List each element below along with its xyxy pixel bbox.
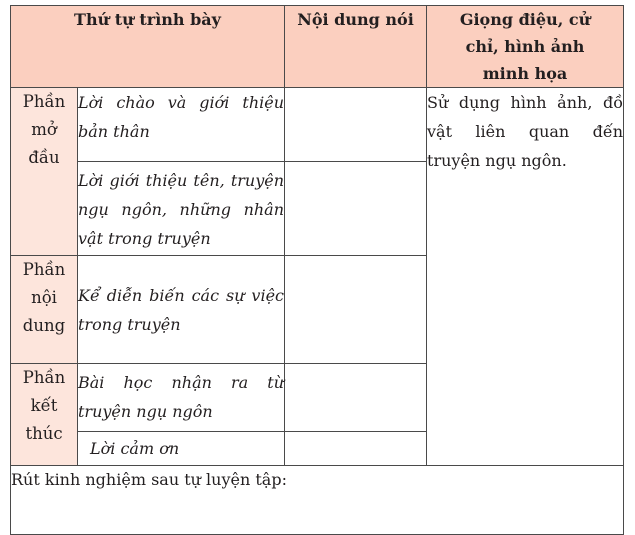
item-thanks: Lời cảm ơn (78, 432, 285, 466)
speaking-plan-table (10, 5, 624, 535)
section-label-intro: Phần mở đầu (11, 88, 78, 256)
section-label-body: Phần nội dung (11, 256, 78, 364)
reflection-field[interactable]: Rút kinh nghiệm sau tự luyện tập: (11, 466, 624, 535)
section-label-conclusion: Phần kết thúc (11, 364, 78, 466)
content-cell[interactable] (285, 88, 427, 162)
item-story-intro: Lời giới thiệu tên, truyện ngụ ngôn, những nhân vật trong truyện (78, 162, 285, 256)
header-row (11, 6, 624, 88)
style-note: Sử dụng hình ảnh, đồ vật liên quan đến truyện ngụ ngôn. (427, 88, 624, 466)
table-row (11, 88, 624, 162)
content-cell[interactable] (285, 256, 427, 364)
item-greeting: Lời chào và giới thiệu bản thân (78, 88, 285, 162)
header-content: Nội dung nói (285, 6, 427, 88)
content-cell[interactable] (285, 364, 427, 432)
footer-row (11, 466, 624, 535)
header-style: Giọng điệu, cử chỉ, hình ảnh minh họa (427, 6, 624, 88)
content-cell[interactable] (285, 162, 427, 256)
item-story-events: Kể diễn biến các sự việc trong truyện (78, 256, 285, 364)
content-cell[interactable] (285, 432, 427, 466)
header-order: Thứ tự trình bày (11, 6, 285, 88)
item-lesson: Bài học nhận ra từ truyện ngụ ngôn (78, 364, 285, 432)
